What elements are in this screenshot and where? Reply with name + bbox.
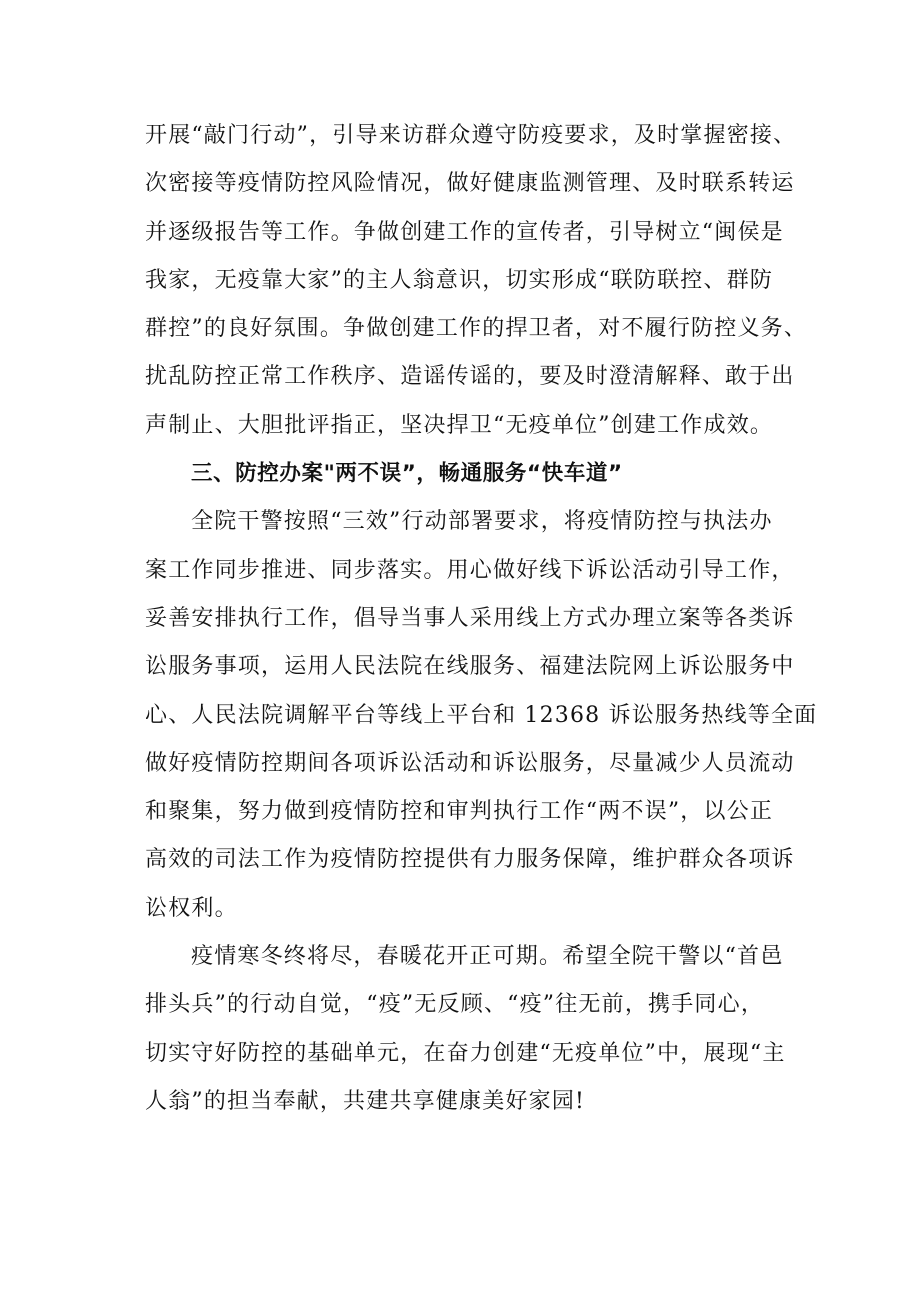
text-line: 妥善安排执行工作，倡导当事人采用线上方式办理立案等各类诉 <box>145 605 795 631</box>
text-line: 和聚集，努力做到疫情防控和审判执行工作“两不误”，以公正 <box>145 799 774 825</box>
text-line: 我家，无疫靠大家”的主人翁意识，切实形成“联防联控、群防 <box>145 267 774 293</box>
text-line: 并逐级报告等工作。争做创建工作的宣传者，引导树立“闽侯是 <box>145 219 784 245</box>
text-line: 切实守好防控的基础单元，在奋力创建“无疫单位”中，展现“主 <box>145 1040 786 1066</box>
section-heading: 三、防控办案"两不误”，畅通服务“快车道” <box>191 461 623 487</box>
document-body <box>145 112 818 1126</box>
text-line: 做好疫情防控期间各项诉讼活动和诉讼服务，尽量减少人员流动 <box>145 750 795 776</box>
text-line: 人翁”的担当奉献，共建共享健康美好家园! <box>145 1088 586 1114</box>
text-line: 心、人民法院调解平台等线上平台和 12368 诉讼服务热线等全面 <box>145 702 818 728</box>
text-line: 高效的司法工作为疫情防控提供有力服务保障，维护群众各项诉 <box>145 847 795 873</box>
paragraph-1 <box>145 112 808 450</box>
text-line: 讼服务事项，运用人民法院在线服务、福建法院网上诉讼服务中 <box>145 654 795 680</box>
text-line: 群控”的良好氛围。争做创建工作的捍卫者，对不履行防控义务、 <box>145 316 808 342</box>
paragraph-2 <box>145 498 818 933</box>
text-line: 排头兵”的行动自觉，“疫”无反顾、“疫”往无前，携手同心， <box>145 992 765 1018</box>
text-line: 案工作同步推进、同步落实。用心做好线下诉讼活动引导工作， <box>145 557 795 583</box>
text-line: 声制止、大胆批评指正，坚决捍卫“无疫单位”创建工作成效。 <box>145 412 774 438</box>
text-line: 次密接等疫情防控风险情况，做好健康监测管理、及时联系转运 <box>145 171 795 197</box>
text-line: 疫情寒冬终将尽，春暖花开正可期。希望全院干警以“首邑 <box>191 944 784 970</box>
text-line: 讼权利。 <box>145 895 238 921</box>
text-line: 扰乱防控正常工作秩序、造谣传谣的，要及时澄清解释、敢于出 <box>145 364 795 390</box>
paragraph-3 <box>145 933 801 1126</box>
text-line: 全院干警按照“三效”行动部署要求，将疫情防控与执法办 <box>191 509 773 535</box>
text-line: 开展“敲门行动”，引导来访群众遵守防疫要求，及时掌握密接、 <box>145 123 797 148</box>
